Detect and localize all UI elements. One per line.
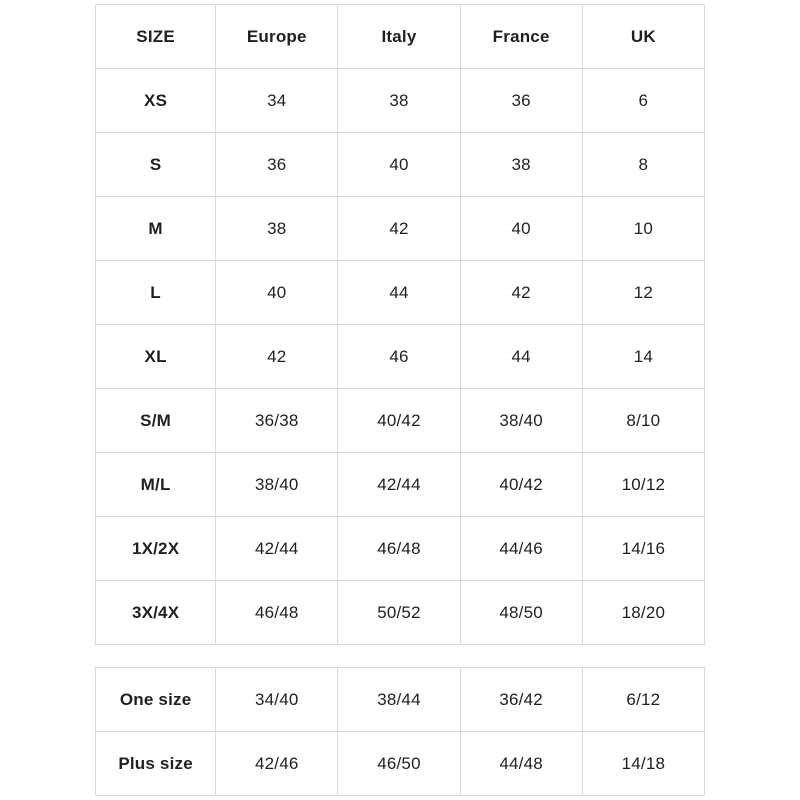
- cell-uk: 8/10: [582, 389, 704, 453]
- cell-europe: 42: [216, 325, 338, 389]
- column-header-size: SIZE: [96, 5, 216, 69]
- cell-france: 44/46: [460, 517, 582, 581]
- table-row: [96, 261, 705, 325]
- cell-europe: 46/48: [216, 581, 338, 645]
- table-row: [96, 69, 705, 133]
- cell-size: XL: [96, 325, 216, 389]
- cell-europe: 34: [216, 69, 338, 133]
- cell-size: M: [96, 197, 216, 261]
- cell-france: 36/42: [460, 668, 582, 732]
- cell-italy: 40: [338, 133, 460, 197]
- cell-europe: 42/46: [216, 732, 338, 796]
- table-header-row: [96, 5, 705, 69]
- table-row: [96, 453, 705, 517]
- cell-uk: 14: [582, 325, 704, 389]
- cell-europe: 38/40: [216, 453, 338, 517]
- cell-europe: 40: [216, 261, 338, 325]
- cell-uk: 10: [582, 197, 704, 261]
- cell-europe: 38: [216, 197, 338, 261]
- cell-italy: 46/48: [338, 517, 460, 581]
- cell-italy: 42/44: [338, 453, 460, 517]
- cell-europe: 42/44: [216, 517, 338, 581]
- cell-size: S: [96, 133, 216, 197]
- cell-france: 40/42: [460, 453, 582, 517]
- size-chart-main: [95, 4, 705, 645]
- cell-uk: 14/18: [582, 732, 704, 796]
- size-table-main: [95, 4, 705, 645]
- cell-italy: 44: [338, 261, 460, 325]
- cell-france: 40: [460, 197, 582, 261]
- cell-uk: 8: [582, 133, 704, 197]
- column-header-france: France: [460, 5, 582, 69]
- table-row: [96, 133, 705, 197]
- cell-france: 44/48: [460, 732, 582, 796]
- cell-italy: 38: [338, 69, 460, 133]
- cell-italy: 40/42: [338, 389, 460, 453]
- cell-italy: 38/44: [338, 668, 460, 732]
- cell-france: 48/50: [460, 581, 582, 645]
- column-header-italy: Italy: [338, 5, 460, 69]
- cell-size: Plus size: [96, 732, 216, 796]
- column-header-europe: Europe: [216, 5, 338, 69]
- cell-italy: 50/52: [338, 581, 460, 645]
- cell-uk: 14/16: [582, 517, 704, 581]
- size-table-secondary: [95, 667, 705, 796]
- cell-size: XS: [96, 69, 216, 133]
- table-row: [96, 732, 705, 796]
- size-chart-secondary: [95, 667, 705, 796]
- cell-europe: 34/40: [216, 668, 338, 732]
- cell-size: One size: [96, 668, 216, 732]
- cell-france: 44: [460, 325, 582, 389]
- table-row: [96, 325, 705, 389]
- column-header-uk: UK: [582, 5, 704, 69]
- cell-france: 36: [460, 69, 582, 133]
- cell-france: 38: [460, 133, 582, 197]
- table-row: [96, 581, 705, 645]
- cell-france: 42: [460, 261, 582, 325]
- cell-france: 38/40: [460, 389, 582, 453]
- cell-uk: 18/20: [582, 581, 704, 645]
- cell-italy: 42: [338, 197, 460, 261]
- cell-uk: 6: [582, 69, 704, 133]
- table-row: [96, 517, 705, 581]
- cell-europe: 36/38: [216, 389, 338, 453]
- cell-uk: 12: [582, 261, 704, 325]
- cell-italy: 46: [338, 325, 460, 389]
- cell-size: S/M: [96, 389, 216, 453]
- table-row: [96, 668, 705, 732]
- cell-size: 1X/2X: [96, 517, 216, 581]
- table-row: [96, 389, 705, 453]
- cell-uk: 10/12: [582, 453, 704, 517]
- table-row: [96, 197, 705, 261]
- cell-size: 3X/4X: [96, 581, 216, 645]
- cell-size: M/L: [96, 453, 216, 517]
- cell-uk: 6/12: [582, 668, 704, 732]
- cell-italy: 46/50: [338, 732, 460, 796]
- cell-size: L: [96, 261, 216, 325]
- cell-europe: 36: [216, 133, 338, 197]
